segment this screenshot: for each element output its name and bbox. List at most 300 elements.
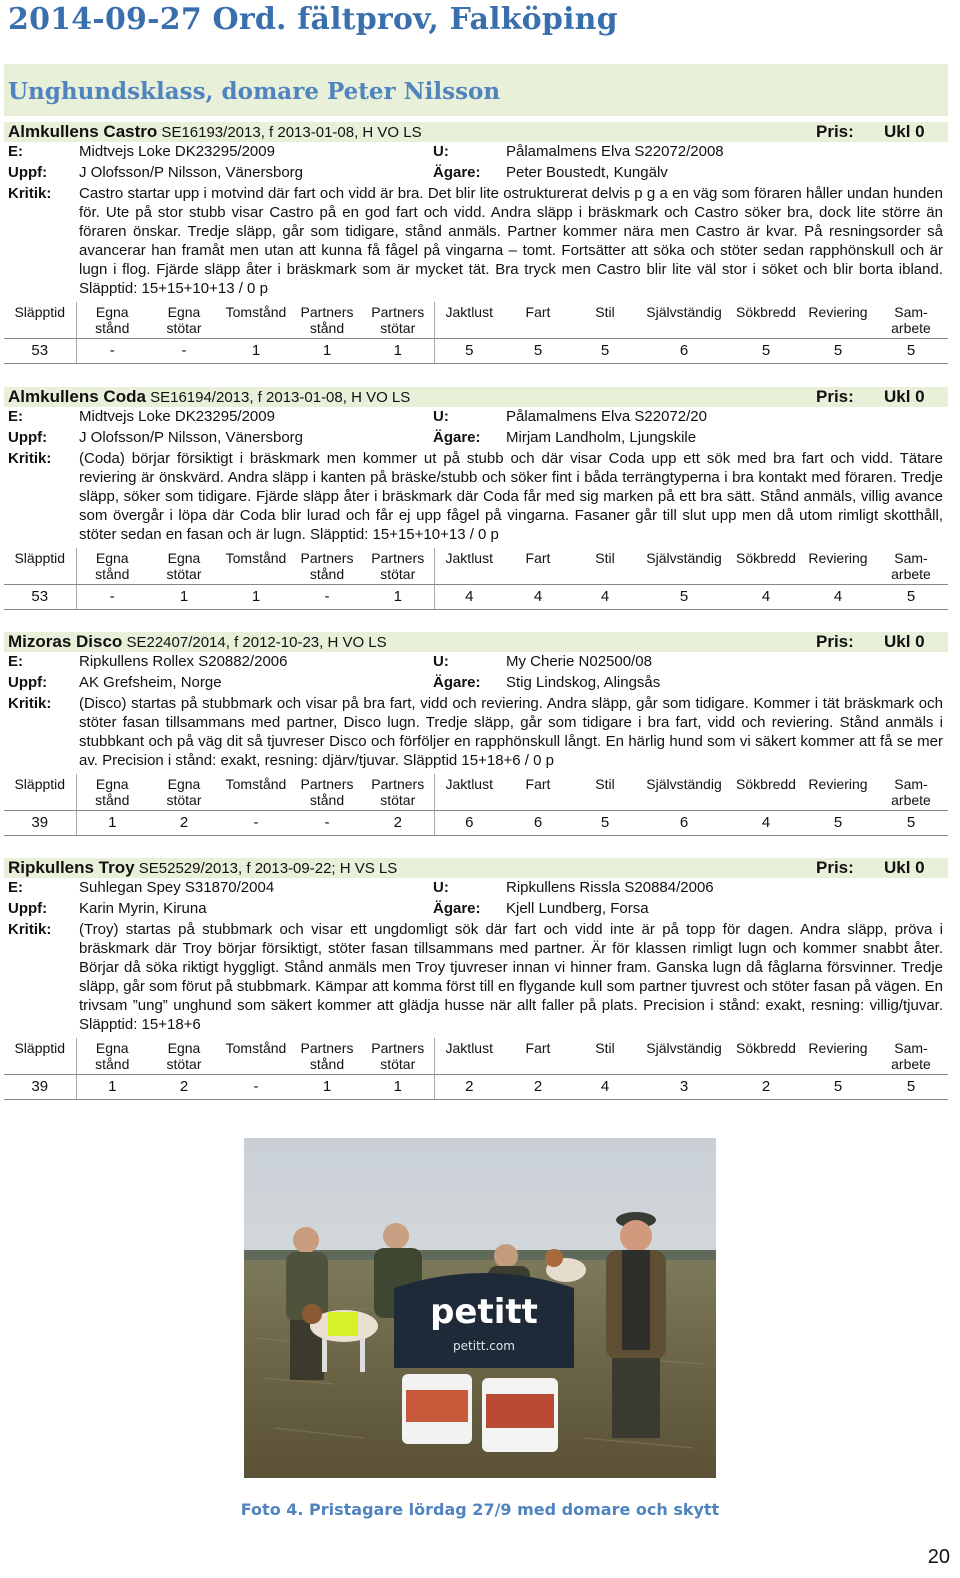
dog-reg-info: SE52529/2013, f 2013-09-22; H VS LS: [134, 860, 398, 877]
score-header-line1: Partners: [300, 304, 354, 320]
score-header-line2: stötar: [380, 792, 416, 808]
parents-row: [4, 878, 948, 899]
score-header: [76, 1038, 148, 1075]
prize-label: Pris:: [816, 387, 854, 406]
critique-text: (Coda) börjar försiktigt i bräskmark men kommer ut på stubb och där visar Coda upp ett sök med bra fart och vidd. Tätare reviering är önskvärd. Andra släpp i kanten på bräske/stubb och söker fint i båda terrängtyperna i bra kontakt med föraren. Tredje släpp, söker som tidigare. Fjärde släpp åter i bräskmark där Coda får med sig marken på ett bra sätt. Stånd anmäls, villig avance som övergår i löpa där Coda blir lurad och får ej upp fågel på vingarna. Fasaner går till slut upp men då utom rimligt skotthåll, stöter sedan en fasan och är lugn. Släpptid: 15+15+10+13 / 0 p: [79, 450, 943, 543]
score-value-row: [4, 811, 948, 836]
score-value: 6: [434, 811, 504, 836]
score-header-line2: [802, 1056, 874, 1072]
sponsor-banner: [394, 1273, 574, 1368]
sire-value: Midtvejs Loke DK23295/2009: [79, 143, 275, 160]
score-header: [362, 548, 434, 585]
breeder-label: Uppf:: [8, 164, 48, 181]
score-header: [802, 774, 874, 811]
sire-label: E:: [8, 408, 23, 425]
banner-text: petitt: [430, 1292, 538, 1332]
banner-url: petitt.com: [453, 1339, 515, 1353]
score-header: [4, 302, 76, 339]
score-header-line1: Egna: [95, 550, 129, 566]
score-header: [292, 548, 362, 585]
score-header: [76, 774, 148, 811]
photo-caption: Foto 4. Pristagare lördag 27/9 med domare och skytt: [240, 1500, 720, 1519]
score-header-line1: Släpptid: [14, 776, 66, 792]
score-header: [76, 302, 148, 339]
score-header: [434, 774, 504, 811]
score-header-line2: [802, 566, 874, 582]
score-header-line2: [220, 320, 292, 336]
dam-value: Pålamalmens Elva S22072/2008: [506, 143, 724, 160]
score-header: [504, 1038, 572, 1075]
score-header-line2: stötar: [166, 1056, 202, 1072]
critique-block: [4, 694, 948, 770]
score-header: [504, 774, 572, 811]
score-value: 4: [802, 585, 874, 610]
score-value: 5: [874, 1075, 948, 1100]
dam-value: Ripkullens Rissla S20884/2006: [506, 879, 714, 896]
score-value: 4: [730, 811, 802, 836]
dam-label: U:: [433, 408, 449, 425]
score-header: [638, 302, 730, 339]
score-header-line1: Reviering: [808, 1040, 868, 1056]
score-header-line1: Stil: [595, 1040, 615, 1056]
score-header-line2: stånd: [95, 1056, 130, 1072]
score-header-line1: Egna: [167, 550, 201, 566]
score-header: [874, 302, 948, 339]
score-header: [148, 548, 220, 585]
critique-label: Kritik:: [8, 921, 52, 938]
owner-value: Stig Lindskog, Alingsås: [506, 674, 661, 691]
score-header: [638, 1038, 730, 1075]
score-value: 5: [572, 811, 638, 836]
score-header-line2: [435, 792, 505, 808]
score-header-line2: stånd: [95, 566, 130, 582]
entry-header: [4, 122, 948, 142]
prize-label: Pris:: [816, 122, 854, 141]
score-header-line1: Tomstånd: [225, 776, 287, 792]
dam-label: U:: [433, 653, 449, 670]
score-value: -: [292, 585, 362, 610]
score-header-line2: [435, 566, 505, 582]
score-header-line1: Sökbredd: [736, 1040, 796, 1056]
score-header-line2: [638, 792, 730, 808]
score-value: 5: [874, 585, 948, 610]
score-header-line1: Egna: [167, 304, 201, 320]
sire-value: Midtvejs Loke DK23295/2009: [79, 408, 275, 425]
owner-value: Peter Boustedt, Kungälv: [506, 164, 668, 181]
sire-value: Ripkullens Rollex S20882/2006: [79, 653, 288, 670]
score-header-line2: stånd: [95, 320, 130, 336]
score-table: [4, 302, 948, 364]
dog-entry: [4, 387, 948, 610]
score-header-line1: Fart: [525, 1040, 551, 1056]
critique-text: (Troy) startas på stubbmark och visar ett ungdomligt sök där fart och vidd inte är på topp för dagen. Andra släpp, pröva i bräskmark där Troy börjar försiktigt, stöter fasan tillsammans med partner. Är för klassen rimligt lugn och kommer snabbt åter. Börjar då söka riktigt hyggligt. Stånd anmäls men Troy tjuvreser innan vi hinner fram. Ganska lugn då fåglarna försvinner. Tredje släpp, går som förut på stubbmark. Kämpar att komma först till en flygande kull som partner tjuvrest och stöter fasan på vägen. En trivsam ”ung” unghund som säkert kommer att glädja husse när allt faller på plats. Precision i stånd: exakt, resning: villig/tjuvar. Släpptid: 15+18+6: [79, 921, 943, 1033]
score-value: 5: [802, 811, 874, 836]
score-value: 1: [292, 1075, 362, 1100]
score-header-line1: Sam-: [894, 1040, 928, 1056]
score-header-line2: [220, 1056, 292, 1072]
score-value: 39: [4, 811, 76, 836]
breeder-value: AK Grefsheim, Norge: [79, 674, 222, 691]
parents-row: [4, 142, 948, 163]
score-value: 53: [4, 585, 76, 610]
score-value: 4: [572, 585, 638, 610]
score-header-line2: [504, 320, 572, 336]
critique-label: Kritik:: [8, 185, 52, 202]
score-header: [638, 548, 730, 585]
score-header: [572, 302, 638, 339]
prize-label: Pris:: [816, 632, 854, 651]
critique-text: (Disco) startas på stubbmark och visar på bra fart, vidd och reviering. Andra släpp, går som tidigare. Kommer i tät bräskmark och stöter fasan tillsammans med partner, Disco lugn. Tredje släpp, går som tidigare i bra fart, vidd och reviering. Stånd anmäls i stubbkant och på väg dit så tjuvreser Disco och förföljer en rapphönskull långt. En härlig hund som vi säkert kommer att få se mer av. Precision i stånd: exakt, resning: djärv/tjuvar. Släpptid 15+18+6 / 0 p: [79, 695, 943, 769]
score-header-line1: Släpptid: [14, 304, 66, 320]
sire-value: Suhlegan Spey S31870/2004: [79, 879, 275, 896]
score-header-line2: [4, 320, 76, 336]
score-value: 5: [638, 585, 730, 610]
dog-entry: [4, 858, 948, 1100]
score-header: [220, 774, 292, 811]
score-header-line2: [435, 1056, 505, 1072]
score-header-line2: stånd: [309, 792, 345, 808]
score-header: [434, 302, 504, 339]
score-value-row: [4, 339, 948, 364]
entry-header: [4, 858, 948, 878]
score-header: [362, 774, 434, 811]
score-value: 4: [572, 1075, 638, 1100]
score-header-line1: Stil: [595, 304, 615, 320]
entry-header: [4, 387, 948, 407]
breeder-value: Karin Myrin, Kiruna: [79, 900, 207, 917]
score-value: -: [76, 339, 148, 364]
breeder-owner-row: [4, 163, 948, 184]
score-header: [874, 548, 948, 585]
score-header-line1: Egna: [167, 776, 201, 792]
score-value: 5: [504, 339, 572, 364]
class-heading: Unghundsklass, domare Peter Nilsson: [8, 78, 501, 105]
breeder-label: Uppf:: [8, 900, 48, 917]
score-header-line2: [730, 566, 802, 582]
score-header-line1: Fart: [525, 550, 551, 566]
sire-label: E:: [8, 653, 23, 670]
score-value: 4: [730, 585, 802, 610]
score-value: 1: [220, 339, 292, 364]
score-header: [292, 774, 362, 811]
dog-reg-info: SE16193/2013, f 2013-01-08, H VO LS: [157, 124, 422, 141]
score-header-line2: [4, 792, 76, 808]
score-header-line1: Sökbredd: [736, 304, 796, 320]
score-value: 5: [730, 339, 802, 364]
score-header: [220, 548, 292, 585]
prize-value: Ukl 0: [884, 632, 925, 651]
photo-image: [244, 1138, 716, 1478]
owner-value: Mirjam Landholm, Ljungskile: [506, 429, 697, 446]
score-value: 2: [362, 811, 434, 836]
score-header-line1: Stil: [595, 776, 615, 792]
score-header-line1: Jaktlust: [445, 776, 493, 792]
critique-label: Kritik:: [8, 695, 52, 712]
score-value: 1: [362, 585, 434, 610]
score-header: [730, 1038, 802, 1075]
score-value: -: [148, 339, 220, 364]
breeder-owner-row: [4, 673, 948, 694]
score-header-line2: [802, 320, 874, 336]
score-header: [730, 548, 802, 585]
score-header-line1: Reviering: [808, 304, 868, 320]
dog-reg-info: SE16194/2013, f 2013-01-08, H VO LS: [145, 389, 411, 406]
score-header-line1: Sam-: [894, 776, 928, 792]
score-header-line2: stötar: [380, 320, 416, 336]
score-header-line2: stötar: [166, 792, 202, 808]
score-header: [504, 302, 572, 339]
score-value: 4: [504, 585, 572, 610]
score-value: 2: [148, 1075, 220, 1100]
score-header-line2: stötar: [166, 566, 202, 582]
score-header-line2: [730, 792, 802, 808]
score-header-line1: Självständig: [646, 1040, 722, 1056]
score-header-line2: [572, 320, 638, 336]
score-value: 1: [220, 585, 292, 610]
score-table: [4, 774, 948, 836]
score-header-line1: Sam-: [894, 304, 928, 320]
parents-row: [4, 652, 948, 673]
score-value: 5: [802, 339, 874, 364]
score-header-line2: arbete: [891, 566, 931, 582]
score-header-line2: [572, 792, 638, 808]
owner-label: Ägare:: [433, 429, 481, 446]
score-value: 4: [434, 585, 504, 610]
dog-name: Almkullens Coda: [8, 387, 146, 406]
score-header-line1: Tomstånd: [225, 550, 287, 566]
score-header-line1: Egna: [95, 304, 129, 320]
owner-value: Kjell Lundberg, Forsa: [506, 900, 649, 917]
score-header-line1: Fart: [525, 776, 551, 792]
score-header-line2: [504, 566, 572, 582]
score-header-line1: Partners: [300, 550, 354, 566]
score-header-row: [4, 774, 948, 811]
score-header-line2: [504, 1056, 572, 1072]
score-header-line2: stånd: [95, 792, 130, 808]
score-header: [802, 548, 874, 585]
score-header-line2: [220, 566, 292, 582]
score-header-line2: arbete: [891, 792, 931, 808]
score-header-line1: Tomstånd: [225, 304, 287, 320]
score-header-line2: stötar: [166, 320, 202, 336]
prize-value: Ukl 0: [884, 858, 925, 877]
breeder-label: Uppf:: [8, 429, 48, 446]
prize-label: Pris:: [816, 858, 854, 877]
score-value-row: [4, 1075, 948, 1100]
score-header: [504, 548, 572, 585]
score-header-line1: Partners: [371, 550, 425, 566]
score-value: -: [76, 585, 148, 610]
score-header-row: [4, 302, 948, 339]
page-title: 2014-09-27 Ord. fältprov, Falköping: [8, 2, 618, 37]
score-value: 5: [874, 339, 948, 364]
critique-label: Kritik:: [8, 450, 52, 467]
score-header-line1: Jaktlust: [445, 1040, 493, 1056]
score-header-line2: [504, 792, 572, 808]
score-header-line2: [638, 1056, 730, 1072]
score-header-line1: Reviering: [808, 550, 868, 566]
score-header: [362, 302, 434, 339]
score-header-line1: Sökbredd: [736, 550, 796, 566]
score-header-line1: Partners: [300, 776, 354, 792]
score-header-line2: [4, 1056, 76, 1072]
score-header-line2: [730, 1056, 802, 1072]
breeder-owner-row: [4, 899, 948, 920]
critique-block: [4, 920, 948, 1034]
score-value: -: [292, 811, 362, 836]
score-value: 53: [4, 339, 76, 364]
score-header-line2: arbete: [891, 1056, 931, 1072]
score-header-line1: Sökbredd: [736, 776, 796, 792]
score-header-line2: [802, 792, 874, 808]
breeder-owner-row: [4, 428, 948, 449]
score-header: [220, 1038, 292, 1075]
score-value: 1: [362, 1075, 434, 1100]
score-value: 1: [76, 811, 148, 836]
score-header-line1: Självständig: [646, 304, 722, 320]
score-header: [434, 548, 504, 585]
score-value: 1: [76, 1075, 148, 1100]
class-band: [4, 64, 948, 116]
score-value: -: [220, 811, 292, 836]
dam-value: My Cherie N02500/08: [506, 653, 652, 670]
score-value: 1: [148, 585, 220, 610]
score-header-line1: Reviering: [808, 776, 868, 792]
prize-winners-photo: [244, 1138, 716, 1478]
page-number: 20: [927, 1546, 950, 1568]
score-header-line1: Partners: [371, 776, 425, 792]
score-header-line2: [435, 320, 505, 336]
dog-name: Ripkullens Troy: [8, 858, 135, 877]
score-header-line2: arbete: [891, 320, 931, 336]
score-table: [4, 548, 948, 610]
score-header-row: [4, 548, 948, 585]
score-value: 6: [638, 811, 730, 836]
score-header: [292, 302, 362, 339]
critique-text: Castro startar upp i motvind där fart och vidd är bra. Det blir lite ostrukturerat delvis p g a en väg som föraren håller undan hunden för. Ute på stor stubb visar Castro på en god fart och vidd. Andra släpp i bräskmark och Castro söker bra, dock lite större än föraren önskar. Tredje släpp, går som tidigare, stånd anmäls. Partner kommer nära men Castro är kvar. På resningsorder så avancerar han framåt men utan att kunna få fågel på vingarna – tomt. Fortsätter att söka och stöter sedan rapphönskull och är lugn i flog. Fjärde släpp åter i bräskmark som är mycket tät. Bra tryck men Castro blir lite väl stor i söket och blir borta ibland. Släpptid: 15+15+10+13 / 0 p: [79, 185, 943, 297]
parents-row: [4, 407, 948, 428]
score-header-line2: stånd: [309, 566, 345, 582]
dog-reg-info: SE22407/2014, f 2012-10-23, H VO LS: [122, 634, 387, 651]
score-header-line1: Släpptid: [14, 1040, 66, 1056]
score-header: [148, 1038, 220, 1075]
score-header-line2: stånd: [309, 320, 345, 336]
owner-label: Ägare:: [433, 164, 481, 181]
score-value: 2: [504, 1075, 572, 1100]
score-value: 39: [4, 1075, 76, 1100]
score-value: 2: [730, 1075, 802, 1100]
score-header: [362, 1038, 434, 1075]
score-header-line2: [220, 792, 292, 808]
score-header-line2: [638, 566, 730, 582]
score-header: [4, 548, 76, 585]
score-value: 5: [874, 811, 948, 836]
dam-value: Pålamalmens Elva S22072/20: [506, 408, 707, 425]
score-header-line1: Släpptid: [14, 550, 66, 566]
owner-label: Ägare:: [433, 900, 481, 917]
score-header-row: [4, 1038, 948, 1075]
score-header-line1: Partners: [371, 304, 425, 320]
score-header-line1: Partners: [371, 1040, 425, 1056]
dam-label: U:: [433, 879, 449, 896]
score-header-line2: stånd: [309, 1056, 345, 1072]
score-header: [802, 1038, 874, 1075]
score-header: [572, 1038, 638, 1075]
score-header: [730, 774, 802, 811]
entry-header: [4, 632, 948, 652]
score-header-line1: Egna: [167, 1040, 201, 1056]
critique-block: [4, 449, 948, 544]
score-header-line1: Sam-: [894, 550, 928, 566]
score-value: 2: [148, 811, 220, 836]
score-value: 1: [292, 339, 362, 364]
score-header-line2: [572, 1056, 638, 1072]
score-header: [638, 774, 730, 811]
dog-entry: [4, 122, 948, 364]
score-header-line1: Jaktlust: [445, 550, 493, 566]
dog-name: Almkullens Castro: [8, 122, 158, 141]
dog-entry: [4, 632, 948, 836]
score-value: 6: [638, 339, 730, 364]
breeder-value: J Olofsson/P Nilsson, Vänersborg: [79, 164, 303, 181]
score-header-line2: [638, 320, 730, 336]
score-header: [572, 548, 638, 585]
breeder-value: J Olofsson/P Nilsson, Vänersborg: [79, 429, 303, 446]
score-value: 5: [434, 339, 504, 364]
score-header: [4, 1038, 76, 1075]
prize-value: Ukl 0: [884, 387, 925, 406]
score-header: [4, 774, 76, 811]
score-header-line1: Partners: [300, 1040, 354, 1056]
score-value-row: [4, 585, 948, 610]
score-value: 1: [362, 339, 434, 364]
dog-name: Mizoras Disco: [8, 632, 123, 651]
score-header: [572, 774, 638, 811]
score-header: [802, 302, 874, 339]
score-header-line2: [4, 566, 76, 582]
score-header: [874, 1038, 948, 1075]
score-header-line1: Fart: [525, 304, 551, 320]
score-header-line1: Egna: [95, 1040, 129, 1056]
score-header-line1: Tomstånd: [225, 1040, 287, 1056]
sire-label: E:: [8, 879, 23, 896]
score-value: 3: [638, 1075, 730, 1100]
score-header: [220, 302, 292, 339]
score-value: 5: [572, 339, 638, 364]
score-header: [292, 1038, 362, 1075]
prize-value: Ukl 0: [884, 122, 925, 141]
score-header: [76, 548, 148, 585]
score-value: 6: [504, 811, 572, 836]
score-value: 2: [434, 1075, 504, 1100]
score-value: 5: [802, 1075, 874, 1100]
score-header: [148, 774, 220, 811]
score-header-line2: [572, 566, 638, 582]
score-value: -: [220, 1075, 292, 1100]
score-header: [874, 774, 948, 811]
score-header: [730, 302, 802, 339]
sire-label: E:: [8, 143, 23, 160]
dam-label: U:: [433, 143, 449, 160]
score-header-line1: Självständig: [646, 550, 722, 566]
score-header-line2: stötar: [380, 566, 416, 582]
critique-block: [4, 184, 948, 298]
score-header-line1: Egna: [95, 776, 129, 792]
score-header-line1: Självständig: [646, 776, 722, 792]
owner-label: Ägare:: [433, 674, 481, 691]
score-table: [4, 1038, 948, 1100]
score-header: [434, 1038, 504, 1075]
